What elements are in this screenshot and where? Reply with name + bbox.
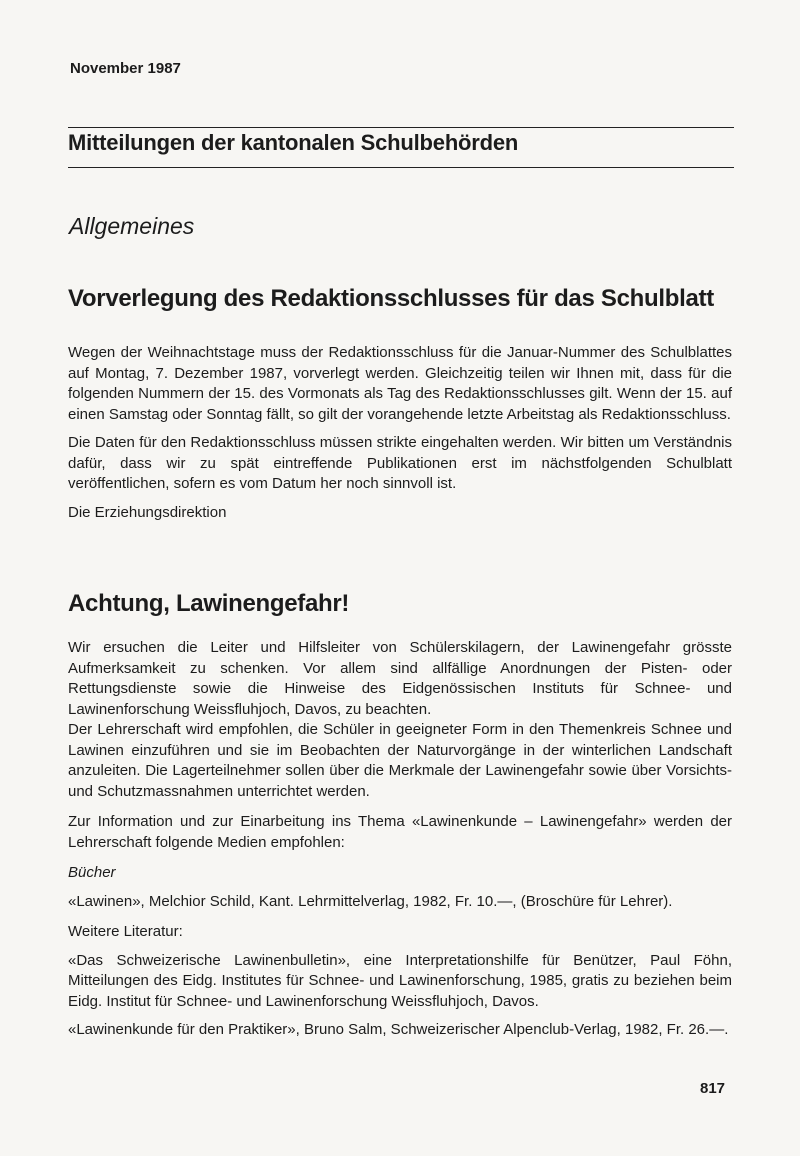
article1-title: Vorverlegung des Redaktionsschlusses für das Schulblatt — [68, 285, 714, 312]
title-rule-top — [68, 127, 734, 128]
literature-entry: «Das Schweizerische Lawinenbulletin», eine Interpretationshilfe für Benützer, Paul Föhn, Mitteilungen des Eidg. Institutes für Schnee- und Lawinenforschung, 1985, gratis zu beziehen beim Eidg. Institut für Schnee- und Lawinenforschung Weissfluhjoch, Davos. — [68, 951, 732, 1010]
books-heading: Bücher — [68, 864, 116, 881]
article1-body — [68, 343, 732, 523]
literature-heading: Weitere Literatur: — [68, 923, 183, 940]
issue-date: November 1987 — [70, 60, 181, 77]
article2-paragraph: Der Lehrerschaft wird empfohlen, die Schüler in geeigneter Form in den Themenkreis Schnee und Lawinen einzuführen und sie im Beobachten der Naturvorgänge in der winterlichen Landschaft anzuleiten. Die Lagerteilnehmer sollen über die Merkmale der Lawinengefahr sowie über Vorsichts- und Schutzmassnahmen unterrichtet werden. — [68, 721, 732, 800]
section-title: Mitteilungen der kantonalen Schulbehörden — [68, 130, 519, 155]
article1-paragraph: Wegen der Weihnachtstage muss der Redaktionsschluss für die Januar-Nummer des Schulblattes auf Montag, 7. Dezember 1987, vorverlegt werden. Gleichzeitig teilen wir Ihnen mit, dass für die folgenden Nummern der 15. des Vormonats als Tag des Redaktionsschlusses gilt. Wenn der 15. auf einen Samstag oder Sonntag fällt, so gilt der vorangehende letzte Arbeitstag als Redaktionsschluss. — [68, 344, 732, 423]
article1-paragraph: Die Daten für den Redaktionsschluss müssen strikte eingehalten werden. Wir bitten um Verständnis dafür, dass wir zu spät eintreffende Publikationen erst im nächstfolgenden Schulblatt veröffentlichen, sofern es vom Datum her noch sinnvoll ist. — [68, 434, 732, 492]
article2-title: Achtung, Lawinengefahr! — [68, 590, 350, 617]
literature-entry: «Lawinenkunde für den Praktiker», Bruno Salm, Schweizerischer Alpenclub-Verlag, 1982, Fr. 26.—. — [68, 1021, 729, 1038]
page-number: 817 — [700, 1080, 726, 1097]
article2-paragraph: Wir ersuchen die Leiter und Hilfsleiter von Schülerskilagern, der Lawinengefahr grösste Aufmerksamkeit zu schenken. Vor allem sind allfällige Anordnungen der Pisten- oder Rettungsdienste sowie die Hinweise des Eidgenössischen Instituts für Schnee- und Lawinenforschung Weissfluhjoch, Davos, zu beachten. — [68, 639, 732, 718]
category-heading: Allgemeines — [69, 213, 195, 239]
title-rule-bottom — [68, 167, 734, 168]
article1-signature: Die Erziehungsdirektion — [68, 503, 227, 521]
article2-paragraph: Zur Information und zur Einarbeitung ins Thema «Lawinenkunde – Lawinengefahr» werden der Lehrerschaft folgende Medien empfohlen: — [68, 813, 732, 851]
article2-body — [68, 638, 732, 1041]
book-entry: «Lawinen», Melchior Schild, Kant. Lehrmittelverlag, 1982, Fr. 10.—, (Broschüre für Lehrer). — [68, 892, 673, 910]
